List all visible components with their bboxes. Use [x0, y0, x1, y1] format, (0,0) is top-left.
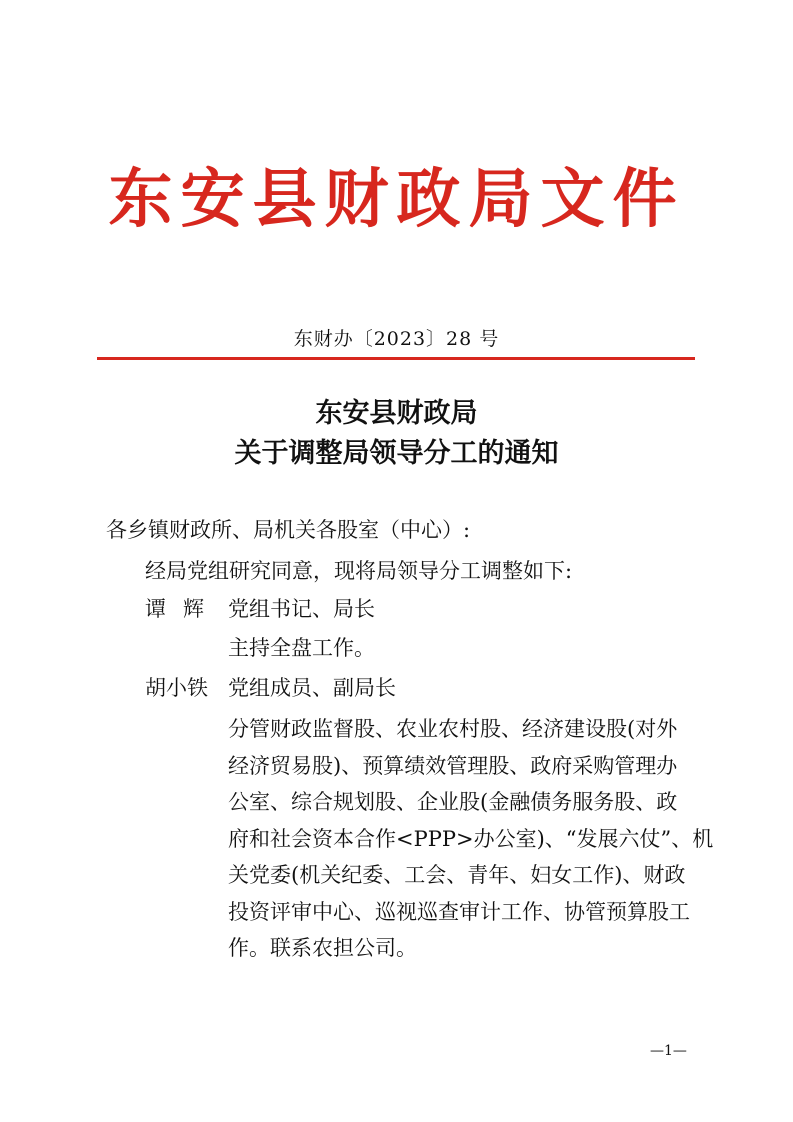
duty-line: 投资评审中心、巡视巡查审计工作、协管预算股工: [228, 899, 690, 924]
duty-line: 作。联系农担公司。: [228, 936, 417, 960]
duty-line: 经济贸易股)、预算绩效管理股、政府采购管理办: [228, 753, 678, 778]
page-number: —1—: [650, 1043, 687, 1059]
notice-title-line-2: 关于调整局领导分工的通知: [234, 438, 559, 469]
document-header-title: 东安县财政局文件: [108, 162, 685, 237]
notice-title-line-1: 东安县财政局: [315, 398, 478, 429]
notice-title: [0, 394, 793, 474]
intro-paragraph: 经局党组研究同意，现将局领导分工调整如下:: [145, 559, 573, 583]
leader-post: 党组成员、副局长: [228, 676, 396, 700]
duty-line: 公室、综合规划股、企业股(金融债务服务股、政: [228, 790, 678, 814]
leader-name: 谭辉: [145, 597, 221, 621]
red-separator-rule: [97, 357, 695, 360]
duty-line: 分管财政监督股、农业农村股、经济建设股(对外: [228, 717, 678, 741]
duty-line: 关党委(机关纪委、工会、青年、妇女工作)、财政: [228, 863, 686, 887]
leader-duty: 主持全盘工作。: [228, 636, 375, 660]
addressee-line: 各乡镇财政所、局机关各股室（中心）:: [106, 518, 471, 542]
leader-post: 党组书记、局长: [228, 597, 375, 621]
leader-duty-block: [228, 711, 714, 967]
document-number: 东财办〔2023〕28 号: [293, 328, 500, 350]
leader-name: 胡小铁: [145, 676, 208, 700]
duty-line: 府和社会资本合作<PPP>办公室)、“发展六仗”、机: [228, 826, 714, 851]
